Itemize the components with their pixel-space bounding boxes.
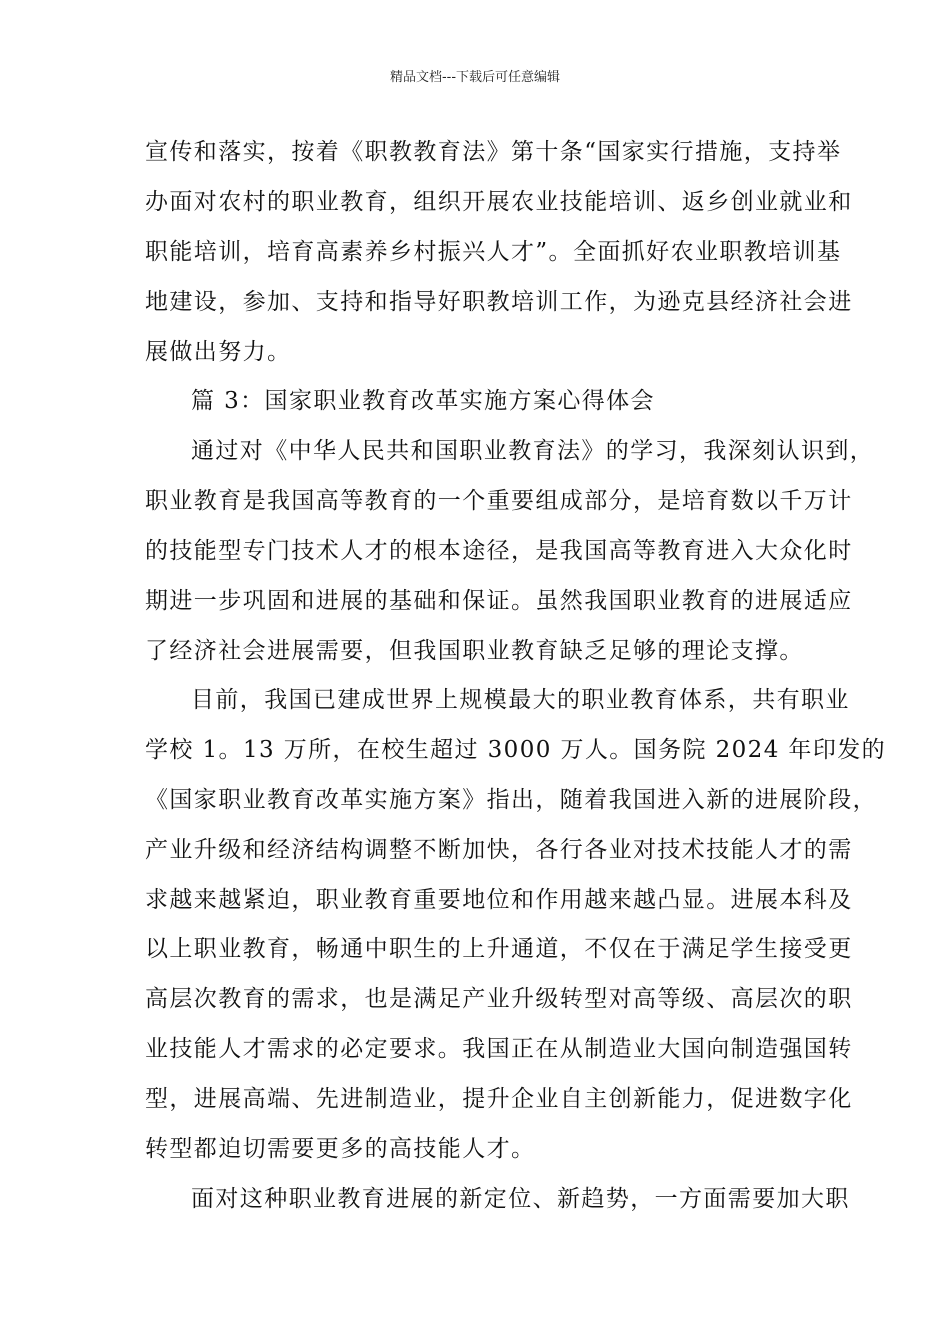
paragraph-line: 求越来越紧迫，职业教育重要地位和作用越来越凸显。进展本科及 — [145, 887, 853, 913]
paragraph-line: 地建设，参加、支持和指导好职教培训工作，为逊克县经济社会进 — [145, 289, 853, 315]
paragraph-line: 了经济社会进展需要，但我国职业教育缺乏足够的理论支撑。 — [145, 638, 804, 664]
paragraph-line: 职能培训，培育高素养乡村振兴人才”。全面抓好农业职教培训基 — [145, 239, 842, 265]
paragraph-first-line: 目前，我国已建成世界上规模最大的职业教育体系，共有职业 — [191, 687, 850, 713]
paragraph-line: 以上职业教育，畅通中职生的上升通道，不仅在于满足学生接受更 — [145, 936, 853, 962]
paragraph-line: 学校 1。13 万所，在校生超过 3000 万人。国务院 2024 年印发的 — [145, 737, 887, 763]
paragraph-line: 职业教育是我国高等教育的一个重要组成部分，是培育数以千万计 — [145, 488, 853, 514]
paragraph-first-line: 篇 3：国家职业教育改革实施方案心得体会 — [191, 388, 655, 414]
paragraph-line: 高层次教育的需求，也是满足产业升级转型对高等级、高层次的职 — [145, 986, 853, 1012]
paragraph-line: 宣传和落实，按着《职教教育法》第十条“国家实行措施，支持举 — [145, 139, 842, 165]
page-header: 精品文档---下载后可任意编辑 — [389, 70, 561, 85]
paragraph-line: 期进一步巩固和进展的基础和保证。虽然我国职业教育的进展适应 — [145, 588, 853, 614]
paragraph-line: 业技能人才需求的必定要求。我国正在从制造业大国向制造强国转 — [145, 1036, 853, 1062]
paragraph-line: 转型都迫切需要更多的高技能人才。 — [145, 1136, 536, 1162]
paragraph-line: 展做出努力。 — [145, 339, 292, 365]
paragraph-line: 办面对农村的职业教育，组织开展农业技能培训、返乡创业就业和 — [145, 189, 853, 215]
paragraph-line: 的技能型专门技术人才的根本途径，是我国高等教育进入大众化时 — [145, 538, 853, 564]
paragraph-line: 《国家职业教育改革实施方案》指出，随着我国进入新的进展阶段， — [145, 787, 877, 813]
paragraph-line: 型，进展高端、先进制造业，提升企业自主创新能力，促进数字化 — [145, 1086, 853, 1112]
paragraph-first-line: 通过对《中华人民共和国职业教育法》的学习，我深刻认识到， — [191, 438, 875, 464]
paragraph-first-line: 面对这种职业教育进展的新定位、新趋势，一方面需要加大职 — [191, 1186, 850, 1212]
paragraph-line: 产业升级和经济结构调整不断加快，各行各业对技术技能人才的需 — [145, 837, 853, 863]
